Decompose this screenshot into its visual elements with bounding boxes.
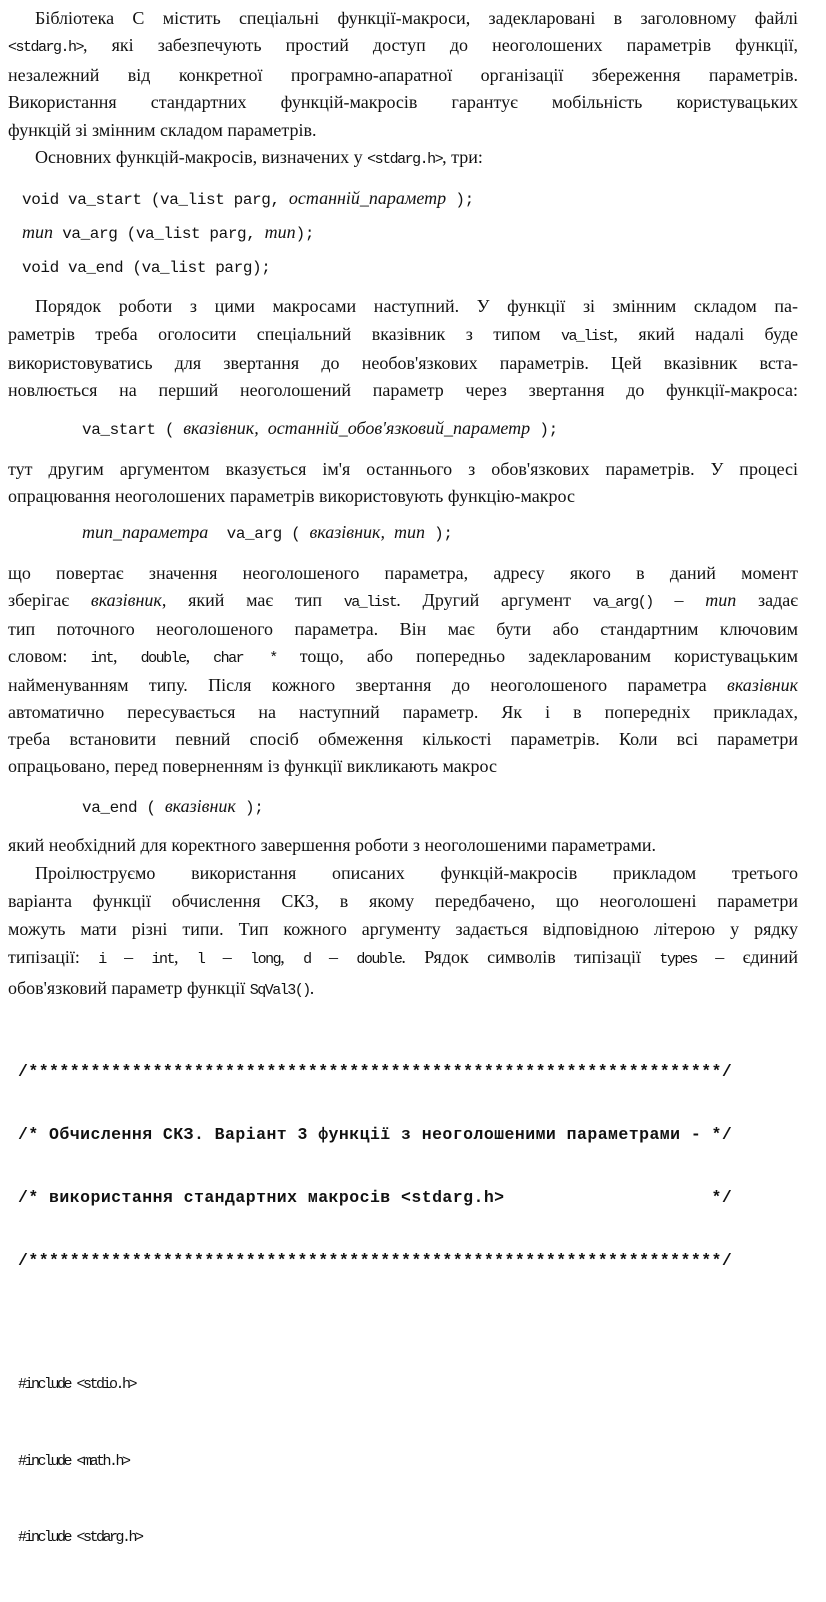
text-run: – <box>204 947 251 968</box>
inline-code: va_end ( <box>82 799 165 818</box>
text-run: Бібліотека С містить спеціальні функції-макроси, задекларовані в заголовному файлі <box>35 8 798 28</box>
text-run: тип поточного неоголошеного параметра. Він має бути або стандартним ключовим <box>8 618 798 639</box>
italic-term: вказівник, останній_обов'язковий_параметр <box>183 417 531 438</box>
italic-term: вказівник <box>164 796 236 817</box>
include-line: #include <stdio.h> <box>18 1376 136 1394</box>
text-run: . Рядок символів типізації <box>401 947 660 968</box>
code-example <box>8 414 798 444</box>
paragraph <box>8 560 798 781</box>
code-example <box>8 518 798 548</box>
comment-line: /* Обчислення СКЗ. Варіант 3 функції з неоголошеними параметрами - */ <box>18 1125 733 1145</box>
italic-term: вказівник, тип <box>309 521 425 542</box>
text-run: опрацювання неоголошених параметрів використовують функцію-макрос <box>8 485 575 506</box>
code-includes <box>8 1321 798 1602</box>
text-run: , <box>174 947 197 968</box>
text-run: варіанта функції обчислення СКЗ, в якому передбачено, що неоголошені параметри <box>8 891 798 912</box>
text-run: тощо, або попередньо задекларованим користувацьким <box>276 645 799 666</box>
text-run: – <box>652 589 706 610</box>
text-line <box>8 456 798 483</box>
comment-line: /*******************************************************************/ <box>18 1251 733 1271</box>
inline-code: void va_end (va_list parg); <box>22 259 271 278</box>
text-line <box>8 672 798 699</box>
text-run: , який має тип <box>161 589 344 610</box>
text-run: треба встановити певний спосіб обмеження кількості параметрів. Коли всі параметри <box>8 729 798 750</box>
code-line <box>82 414 798 444</box>
text-line <box>8 887 798 915</box>
inline-code: va_arg() <box>592 593 653 611</box>
inline-code: int <box>151 951 175 969</box>
text-line <box>8 62 798 89</box>
text-run: Проілюструємо використання описаних функцій-макросів прикладом третього <box>35 863 798 884</box>
inline-code: <stdarg.h> <box>367 151 443 169</box>
text-run: найменуванням типу. Після кожного звертання до неоголошеного параметра <box>8 675 728 695</box>
inline-code: ); <box>446 191 474 210</box>
text-run: тут другим аргументом вказується ім'я останнього з обов'язкових параметрів. У процесі <box>8 458 798 479</box>
text-run: , який надалі буде <box>613 323 799 344</box>
inline-code: char * <box>213 649 277 667</box>
text-run: . Другий аргумент <box>396 589 593 610</box>
text-line <box>8 915 798 943</box>
inline-code: long <box>250 951 281 969</box>
text-line <box>8 89 798 116</box>
inline-code: ); <box>530 420 558 439</box>
text-run: – єдиний <box>696 947 799 968</box>
inline-code: ); <box>424 524 453 543</box>
text-line <box>8 293 798 320</box>
italic-term: останній_параметр <box>288 188 447 209</box>
text-line <box>8 699 798 726</box>
inline-code: types <box>659 951 697 969</box>
text-run: опрацьовано, перед поверненням із функції викликають макрос <box>8 756 497 777</box>
text-run: , три: <box>442 147 483 168</box>
text-run: , які забезпечують простий доступ до неоголошених параметрів функції, <box>83 35 798 56</box>
text-line <box>8 616 798 643</box>
text-line <box>8 859 798 887</box>
italic-term: вказівник <box>727 675 798 695</box>
inline-code: va_start ( <box>82 420 184 439</box>
text-run: , <box>112 645 141 666</box>
italic-term: тип <box>705 589 737 610</box>
inline-code: va_list <box>343 593 397 611</box>
code-line <box>22 182 798 216</box>
code-example <box>8 792 798 822</box>
text-line <box>8 974 798 1005</box>
inline-code: va_arg ( <box>208 524 310 543</box>
text-run: використовуватись для звертання до необов'язкових параметрів. Цей вказівник вста- <box>8 353 798 374</box>
text-run: Порядок роботи з цими макросами наступний. У функції зі змінним складом па- <box>35 296 798 317</box>
text-run: новлюється на перший неоголошений параметр через звертання до функції-макроса: <box>8 380 798 401</box>
text-run: – <box>310 947 357 968</box>
paragraph <box>8 831 798 1005</box>
text-line <box>8 321 798 350</box>
text-line <box>8 5 798 32</box>
comment-line: /* використання стандартних макросів <stdarg.h> */ <box>18 1188 733 1208</box>
text-run: словом: <box>8 645 91 666</box>
text-line <box>8 32 798 61</box>
code-line <box>82 792 798 822</box>
text-body <box>8 5 798 1005</box>
inline-code: va_arg (va_list parg, <box>53 225 265 244</box>
include-line: #include <math.h> <box>18 1452 129 1470</box>
inline-code: double <box>356 951 402 969</box>
text-run: який необхідний для коректного завершення роботи з неоголошеними параметрами. <box>8 835 657 856</box>
inline-code: i <box>98 951 106 969</box>
text-run: функцій зі змінним складом параметрів. <box>8 119 317 140</box>
inline-code: d <box>303 951 311 969</box>
inline-code: va_list <box>560 327 614 345</box>
italic-term: тип_параметра <box>82 521 209 542</box>
text-run: – <box>105 947 152 968</box>
text-run: незалежний від конкретної програмно-апаратної організації збереження параметрів. <box>8 64 798 85</box>
text-line <box>8 753 798 780</box>
text-run: Основних функцій-макросів, визначених у <box>35 147 368 168</box>
text-run: що повертає значення неоголошеного параметра, адресу якого в даний момент <box>8 562 798 583</box>
code-example <box>8 182 798 284</box>
paragraph <box>8 456 798 510</box>
text-line <box>8 483 798 510</box>
text-run: можуть мати різні типи. Тип кожного аргументу задається відповідною літерою у рядку <box>8 919 798 940</box>
text-line <box>8 643 798 672</box>
text-run: автоматично пересувається на наступний параметр. Як і в попередніх прикладах, <box>8 702 798 723</box>
text-line <box>8 831 798 859</box>
text-line <box>8 587 798 616</box>
inline-code: double <box>140 649 186 667</box>
text-line <box>8 350 798 377</box>
text-run: обов'язковий параметр функції <box>8 978 250 999</box>
text-run: типізації: <box>8 947 99 968</box>
inline-code: l <box>196 951 205 969</box>
document-page <box>8 5 798 1602</box>
text-run: . <box>309 978 315 999</box>
italic-term: вказівник <box>90 589 162 610</box>
text-line <box>8 726 798 753</box>
text-run: зберігає <box>8 589 91 610</box>
inline-code: <stdarg.h> <box>8 39 84 57</box>
code-line <box>22 216 798 250</box>
text-run: , <box>185 645 214 666</box>
code-line <box>22 250 798 284</box>
inline-code: ); <box>235 799 264 818</box>
code-comment-header <box>8 1019 798 1313</box>
comment-line: /*******************************************************************/ <box>18 1062 733 1082</box>
paragraph <box>8 293 798 404</box>
text-line <box>8 117 798 144</box>
paragraph <box>8 5 798 173</box>
text-run: задає <box>736 589 799 610</box>
text-run: Використання стандартних функцій-макросів гарантує мобільність користувацьких <box>8 92 798 113</box>
inline-code: ); <box>295 225 315 244</box>
text-run: раметрів треба оголосити спеціальний вказівник з типом <box>8 323 561 344</box>
text-line <box>8 144 798 173</box>
italic-term: тип <box>264 222 296 243</box>
text-line <box>8 943 798 974</box>
text-run: , <box>280 947 304 968</box>
code-line <box>82 518 798 548</box>
text-line <box>8 377 798 404</box>
inline-code: int <box>90 649 113 667</box>
include-line: #include <stdarg.h> <box>18 1529 142 1547</box>
inline-code: void va_start (va_list parg, <box>22 191 289 210</box>
inline-code: SqVal3() <box>249 982 310 1000</box>
italic-term: тип <box>22 222 53 243</box>
text-line <box>8 560 798 587</box>
